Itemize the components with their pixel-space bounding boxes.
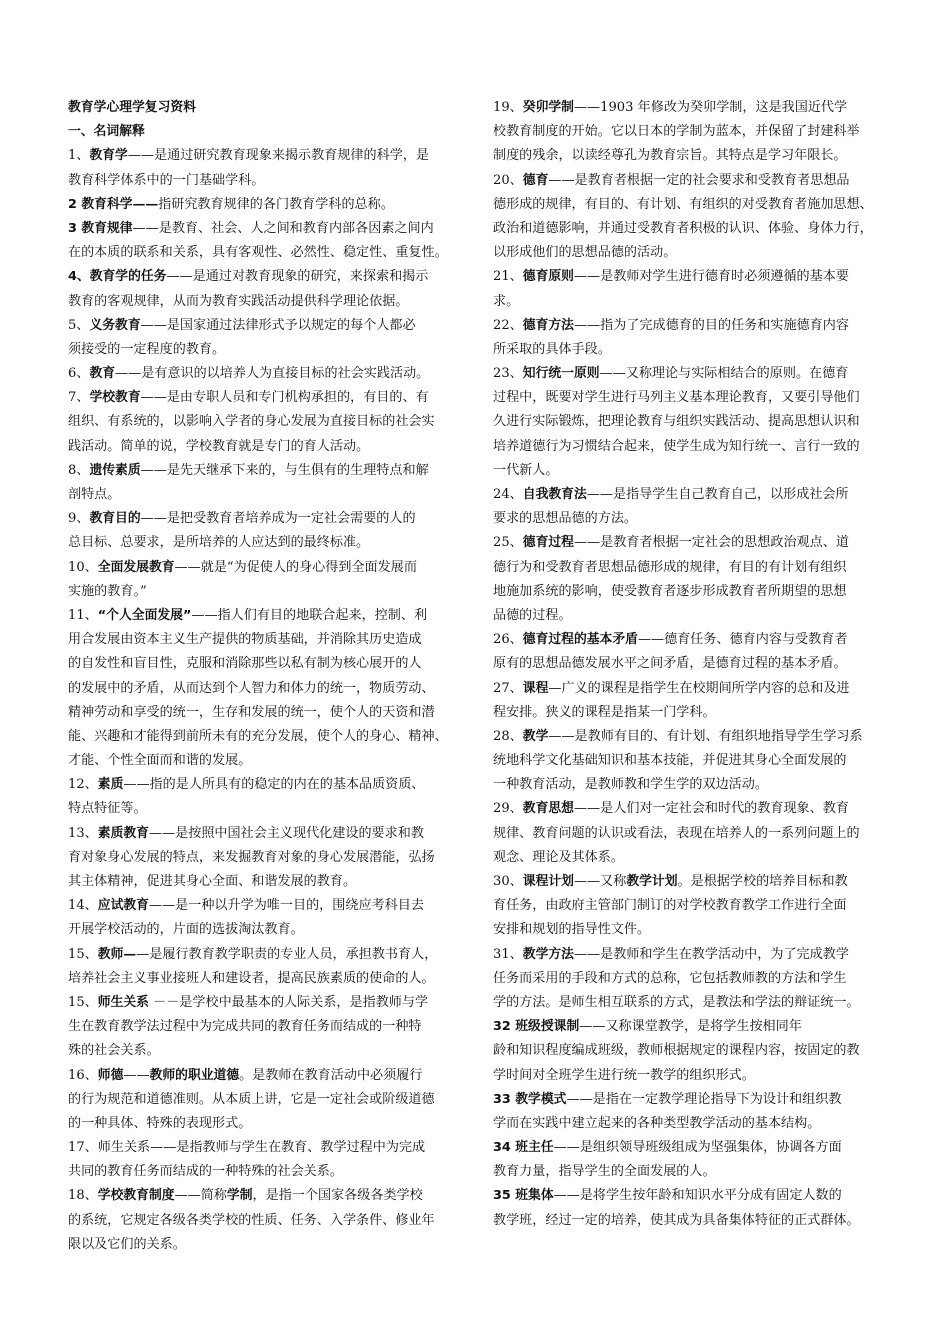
body-text: ——是通过研究教育现象来揭示教育规律的科学，是: [127, 148, 429, 164]
body-text: ——: [123, 1067, 150, 1083]
body-text: —广义的课程是指学生在校期间所学内容的总和及进: [548, 680, 850, 696]
body-text: 观念、理论及其体系。: [493, 849, 624, 865]
body-text: 育任务，由政府主管部门制订的对学校教育教学工作进行全面: [493, 898, 847, 914]
term-text: 4、教育学的任务: [68, 269, 167, 285]
body-text: ——1903 年修改为癸卯学制，这是我国近代学: [573, 100, 848, 115]
text-line: [493, 943, 888, 967]
body-text: ——简称: [174, 1188, 227, 1204]
body-text: ——指的是人所具有的稳定的内在的基本品质资质、: [123, 777, 425, 793]
body-text: 精神劳动和享受的统一，生存和发展的统一，使个人的天资和潜: [68, 704, 435, 720]
body-text: 7、: [68, 390, 90, 406]
body-text: 21、: [493, 269, 523, 285]
body-text: ——指人们有目的地联合起来，控制、利: [191, 607, 428, 623]
text-line: [68, 894, 463, 918]
body-text: 15、: [68, 946, 98, 962]
body-text: 过程中，既要对学生进行马列主义基本理论教育，又要引导他们: [493, 390, 860, 406]
body-text: 13、: [68, 825, 98, 841]
text-line: [68, 410, 463, 434]
text-line: [68, 677, 463, 701]
section-heading: [68, 120, 463, 144]
body-text: 28、: [493, 728, 523, 744]
term-text: 素质: [97, 777, 124, 793]
text-line: [493, 338, 888, 362]
body-text: 25、: [493, 535, 523, 551]
term-text: “个人全面发展”: [97, 607, 192, 623]
term-text: 自我教育法: [522, 487, 587, 502]
text-line: [493, 725, 888, 749]
text-line: [493, 193, 888, 217]
body-text: 的系统，它规定各级各类学校的性质、任务、入学条件、修业年: [68, 1212, 435, 1228]
term-text: 教学方法: [522, 946, 574, 962]
text-line: [68, 967, 463, 991]
text-line: [493, 580, 888, 604]
text-line: [68, 314, 463, 338]
body-text: 能、兴趣和才能得到前所未有的充分发展，使个人的身心、精神、: [68, 728, 448, 744]
text-line: [68, 531, 463, 555]
body-text: 的自发性和盲目性，克服和消除那些以私有制为核心展开的人: [68, 656, 422, 672]
text-line: [493, 749, 888, 773]
text-line: [493, 1112, 888, 1136]
text-line: [493, 846, 888, 870]
body-text: 组织、有系统的，以影响入学者的身心发展为直接目标的社会实: [68, 414, 435, 430]
term-text: 学制: [226, 1188, 253, 1204]
body-text: 。是根据学校的培养目标和教: [677, 874, 848, 889]
body-text: ——又称: [573, 874, 627, 889]
body-text: ——是一种以升学为唯一目的，围绕应考科目去: [148, 898, 424, 914]
text-line: [68, 773, 463, 797]
term-text: 教师的职业道德: [149, 1067, 240, 1083]
term-text: 33 教学模式: [493, 1091, 567, 1107]
body-text: ——是教师有目的、有计划、有组织地指导学生学习系: [548, 728, 863, 744]
body-text: 任务而采用的手段和方式的总称，它包括教师教的方法和学生: [493, 970, 847, 986]
body-text: 一代新人。: [493, 462, 559, 478]
text-line: [493, 483, 888, 507]
text-line: [493, 435, 888, 459]
body-text: 1、: [68, 148, 90, 164]
body-text: 19、: [493, 100, 523, 115]
text-line: [68, 241, 463, 265]
text-line: [68, 217, 463, 241]
term-text: 知行统一原则: [522, 366, 600, 382]
body-text: 政治和道德影响，并通过受教育者积极的认识、体验、身体力行，: [493, 220, 873, 236]
body-text: —是履行教育教学职责的专业人员，承担教书育人，: [136, 946, 438, 962]
text-line: [493, 386, 888, 410]
body-text: ——是教育、社会、人之间和教育内部各因素之间内: [132, 220, 434, 236]
text-line: [493, 797, 888, 821]
text-line: [493, 991, 888, 1015]
body-text: 剖特点。: [68, 487, 121, 502]
text-line: [68, 870, 463, 894]
text-line: [493, 652, 888, 676]
text-line: [493, 894, 888, 918]
text-line: [493, 1039, 888, 1063]
body-text: 教育科学体系中的一门基础学科。: [68, 172, 265, 188]
text-line: [68, 556, 463, 580]
body-text: 规律、教育问题的认识或看法，表现在培养人的一系列问题上的: [493, 825, 860, 841]
body-text: 学而在实践中建立起来的各种类型教学活动的基本结构。: [493, 1115, 821, 1131]
body-text: 殊的社会关系。: [68, 1043, 160, 1059]
text-line: [68, 1039, 463, 1063]
body-text: 的行为规范和道德准则。从本质上讲，它是一定社会或阶级道德: [68, 1091, 435, 1107]
body-text: 培养道德行为习惯结合起来，使学生成为知行统一、言行一致的: [493, 438, 860, 454]
body-text: 的一种具体、特殊的表现形式。: [68, 1115, 252, 1131]
term-text: 34 班主任: [493, 1140, 554, 1156]
term-text: 35 班集体: [493, 1188, 554, 1204]
body-text: 26、: [493, 632, 523, 648]
text-line: [493, 531, 888, 555]
text-line: [68, 1160, 463, 1184]
text-line: [68, 652, 463, 676]
term-text: 德育原则: [522, 269, 574, 285]
text-line: [493, 290, 888, 314]
text-line: [493, 918, 888, 942]
body-text: 龄和知识程度编成班级，教师根据规定的课程内容，按固定的教: [493, 1043, 860, 1059]
text-line: [493, 169, 888, 193]
body-text: －－是学校中最基本的人际关系，是指教师与学: [148, 994, 429, 1010]
text-line: [493, 1136, 888, 1160]
body-text: ——指为了完成德育的目的任务和实施德育内容: [573, 317, 849, 333]
text-line: [493, 1064, 888, 1088]
body-text: 27、: [493, 680, 523, 696]
text-line: [68, 822, 463, 846]
body-text: 安排和规划的指导性文件。: [493, 922, 651, 938]
right-column: [493, 96, 888, 1233]
body-text: 德行为和受教育者思想品德形成的规律，有目的有计划有组织: [493, 559, 847, 575]
term-text: 课程: [522, 680, 549, 696]
text-line: [68, 338, 463, 362]
term-text: 师德: [97, 1067, 124, 1083]
body-text: 20、: [493, 172, 523, 188]
body-text: 31、: [493, 946, 523, 962]
body-text: 18、: [68, 1188, 98, 1204]
body-text: 指研究教育规律的各门教育学科的总称。: [158, 196, 394, 212]
body-text: 教学班，经过一定的培养，使其成为具备集体特征的正式群体。: [493, 1212, 860, 1228]
term-text: 癸卯学制: [522, 100, 574, 115]
body-text: ——德育任务、德育内容与受教育者: [637, 632, 848, 648]
body-text: ——是通过对教育现象的研究，来探索和揭示: [166, 269, 429, 285]
term-text: 教育: [89, 366, 116, 382]
body-text: 共同的教育任务而结成的一种特殊的社会关系。: [68, 1164, 343, 1180]
body-text: 所采取的具体手段。: [493, 341, 611, 357]
text-line: [68, 144, 463, 168]
body-text: 须接受的一定程度的教育。: [68, 341, 226, 357]
term-text: 学校教育制度: [97, 1188, 175, 1204]
text-line: [493, 314, 888, 338]
body-text: 15、: [68, 994, 98, 1010]
body-text: ——是指导学生自己教育自己，以形成社会所: [586, 487, 849, 502]
text-line: [68, 701, 463, 725]
term-text: 32 班级授课制: [493, 1019, 580, 1035]
body-text: 开展学校活动的，片面的选拔淘汰教育。: [68, 922, 304, 938]
text-line: [68, 580, 463, 604]
body-text: ——是教师和学生在教学活动中，为了完成教学: [573, 946, 849, 962]
text-line: [68, 362, 463, 386]
body-text: 8、: [68, 462, 90, 478]
text-line: [68, 1112, 463, 1136]
body-text: 在的本质的联系和关系，具有客观性、必然性、稳定性、重复性。: [68, 245, 448, 261]
text-line: [68, 483, 463, 507]
body-text: 总目标、总要求，是所培养的人应达到的最终标准。: [68, 535, 370, 551]
term-text: 义务教育: [89, 317, 141, 333]
text-line: [493, 410, 888, 434]
text-line: [493, 120, 888, 144]
body-text: 统地科学文化基础知识和基本技能，并促进其身心全面发展的: [493, 753, 847, 769]
body-text: 学的方法。是师生相互联系的方式，是教法和学法的辩证统一。: [493, 994, 860, 1010]
text-line: [68, 991, 463, 1015]
text-line: [68, 943, 463, 967]
term-text: 教育思想: [522, 801, 574, 817]
section-heading-text: 一、名词解释: [68, 124, 145, 140]
text-line: [493, 628, 888, 652]
body-text: 5、: [68, 317, 90, 333]
term-text: 师生关系: [97, 994, 149, 1010]
body-text: ，是指一个国家各级各类学校: [252, 1188, 423, 1204]
term-text: 素质教育: [97, 825, 149, 841]
body-text: 其主体精神，促进其身心全面、和谐发展的教育。: [68, 874, 357, 889]
body-text: 24、: [493, 487, 523, 502]
text-line: [493, 217, 888, 241]
text-line: [493, 507, 888, 531]
body-text: 教育的客观规律，从而为教育实践活动提供科学理论依据。: [68, 293, 409, 309]
body-text: ——是将学生按年龄和知识水平分成有固定人数的: [553, 1188, 842, 1204]
text-line: [68, 604, 463, 628]
text-line: [68, 435, 463, 459]
text-line: [68, 459, 463, 483]
term-text: 德育方法: [522, 317, 574, 333]
body-text: 的发展中的矛盾，从而达到个人智力和体力的统一，物质劳动、: [68, 680, 435, 696]
body-text: 限以及它们的关系。: [68, 1236, 186, 1252]
text-line: [493, 822, 888, 846]
body-text: 求。: [493, 293, 520, 309]
body-text: 22、: [493, 317, 523, 333]
text-line: [493, 362, 888, 386]
body-text: 要求的思想品德的方法。: [493, 511, 638, 527]
term-text: 德育过程的基本矛盾: [522, 632, 638, 648]
text-line: [493, 556, 888, 580]
term-text: 德育: [522, 172, 549, 188]
body-text: ——是教育者根据一定社会的思想政治观点、道: [573, 535, 849, 551]
body-text: 才能、个性全面而和谐的发展。: [68, 753, 252, 769]
body-text: 实施的教育。”: [68, 583, 147, 599]
body-text: ——是教师对学生进行德育时必须遵循的基本要: [573, 269, 849, 285]
document-title-text: 教育学心理学复习资料: [68, 100, 196, 115]
body-text: 17、师生关系——是指教师与学生在教育、教学过程中为完成: [68, 1140, 426, 1156]
body-text: 德形成的规律，有目的、有计划、有组织的对受教育者施加思想、: [493, 196, 873, 212]
body-text: 教育力量，指导学生的全面发展的人。: [493, 1164, 716, 1180]
term-text: 教学计划: [626, 874, 678, 889]
term-text: 德育过程: [522, 535, 574, 551]
body-text: 校教育制度的开始。它以日本的学制为蓝本，并保留了封建科举: [493, 124, 860, 140]
text-line: [68, 1088, 463, 1112]
body-text: ——是把受教育者培养成为一定社会需要的人的: [140, 511, 416, 527]
text-line: [68, 386, 463, 410]
body-text: 16、: [68, 1067, 98, 1083]
body-text: 用合发展由资本主义生产提供的物质基础，并消除其历史造成: [68, 632, 422, 648]
body-text: ——是由专职人员和专门机构承担的，有目的、有: [140, 390, 429, 406]
body-text: ——是按照中国社会主义现代化建设的要求和教: [148, 825, 424, 841]
body-text: ——是组织领导班级组成为坚强集体，协调各方面: [553, 1140, 842, 1156]
body-text: ——是有意识的以培养人为直接目标的社会实践活动。: [115, 366, 430, 382]
body-text: 29、: [493, 801, 523, 817]
text-line: [493, 144, 888, 168]
text-line: [493, 870, 888, 894]
body-text: 12、: [68, 777, 98, 793]
text-line: [68, 193, 463, 217]
term-text: 教学: [522, 728, 549, 744]
body-text: 育对象身心发展的特点，来发掘教育对象的身心发展潜能，弘扬: [68, 849, 435, 865]
body-text: 生在教育教学法过程中为完成共同的教育任务而结成的一种特: [68, 1019, 422, 1035]
body-text: 23、: [493, 366, 523, 382]
text-line: [68, 290, 463, 314]
body-text: 以形成他们的思想品德的活动。: [493, 245, 677, 261]
term-text: 学校教育: [89, 390, 141, 406]
term-text: 课程计划: [522, 874, 574, 889]
term-text: 教师—: [97, 946, 137, 962]
body-text: 10、: [68, 559, 98, 575]
body-text: ——是国家通过法律形式予以规定的每个人都必: [140, 317, 416, 333]
text-line: [493, 459, 888, 483]
body-text: 久进行实际锻炼，把理论教育与组织实践活动、提高思想认识和: [493, 414, 860, 430]
body-text: 14、: [68, 898, 98, 914]
left-column: [68, 96, 463, 1257]
text-line: [68, 169, 463, 193]
body-text: 6、: [68, 366, 90, 382]
text-line: [493, 604, 888, 628]
body-text: 一种教育活动，是教师教和学生学的双边活动。: [493, 777, 768, 793]
text-line: [68, 1015, 463, 1039]
text-line: [68, 749, 463, 773]
body-text: ——就是“为促使人的身心得到全面发展而: [174, 559, 417, 575]
term-text: 2 教育科学——: [68, 196, 159, 212]
term-text: 应试教育: [97, 898, 149, 914]
term-text: 教育学: [89, 148, 128, 164]
text-line: [68, 507, 463, 531]
text-line: [493, 701, 888, 725]
text-line: [68, 1136, 463, 1160]
body-text: 11、: [68, 607, 98, 623]
body-text: 培养社会主义事业接班人和建设者，提高民族素质的使命的人。: [68, 970, 435, 986]
text-line: [493, 773, 888, 797]
text-line: [493, 96, 888, 120]
body-text: ——是教育者根据一定的社会要求和受教育者思想品: [548, 172, 850, 188]
body-text: ——是先天继承下来的，与生俱有的生理特点和解: [140, 462, 429, 478]
text-line: [493, 1209, 888, 1233]
term-text: 教育目的: [89, 511, 141, 527]
body-text: ——又称课堂教学，是将学生按相同年: [579, 1019, 802, 1035]
document-title: [68, 96, 463, 120]
text-line: [493, 1015, 888, 1039]
body-text: 。是教师在教育活动中必须履行: [239, 1067, 423, 1083]
text-line: [68, 918, 463, 942]
text-line: [493, 967, 888, 991]
text-line: [493, 1160, 888, 1184]
body-text: 30、: [493, 874, 523, 889]
term-text: 遗传素质: [89, 462, 141, 478]
body-text: 制度的残余，以读经尊孔为教育宗旨。其特点是学习年限长。: [493, 148, 847, 164]
text-line: [68, 628, 463, 652]
text-line: [68, 846, 463, 870]
term-text: 3 教育规律: [68, 220, 133, 236]
body-text: 学时间对全班学生进行统一教学的组织形式。: [493, 1067, 755, 1083]
text-line: [493, 241, 888, 265]
text-line: [68, 265, 463, 289]
body-text: ——是人们对一定社会和时代的教育现象、教育: [573, 801, 849, 817]
text-line: [68, 1184, 463, 1208]
body-text: 品德的过程。: [493, 607, 572, 623]
term-text: 全面发展教育: [97, 559, 175, 575]
text-line: [493, 1184, 888, 1208]
text-line: [68, 1209, 463, 1233]
body-text: ——是指在一定教学理论指导下为设计和组织教: [566, 1091, 842, 1107]
text-line: [68, 797, 463, 821]
body-text: 特点特征等。: [68, 801, 147, 817]
body-text: 9、: [68, 511, 90, 527]
text-line: [493, 677, 888, 701]
body-text: 践活动。简单的说，学校教育就是专门的育人活动。: [68, 438, 370, 454]
body-text: 地施加系统的影响，使受教育者逐步形成教育者所期望的思想: [493, 583, 847, 599]
text-line: [68, 1064, 463, 1088]
body-text: 原有的思想品德发展水平之间矛盾，是德育过程的基本矛盾。: [493, 656, 847, 672]
text-line: [493, 1088, 888, 1112]
body-text: ——又称理论与实际相结合的原则。在德育: [599, 366, 849, 382]
text-line: [493, 265, 888, 289]
text-line: [68, 725, 463, 749]
text-line: [68, 1233, 463, 1257]
body-text: 程安排。狭义的课程是指某一门学科。: [493, 704, 716, 720]
